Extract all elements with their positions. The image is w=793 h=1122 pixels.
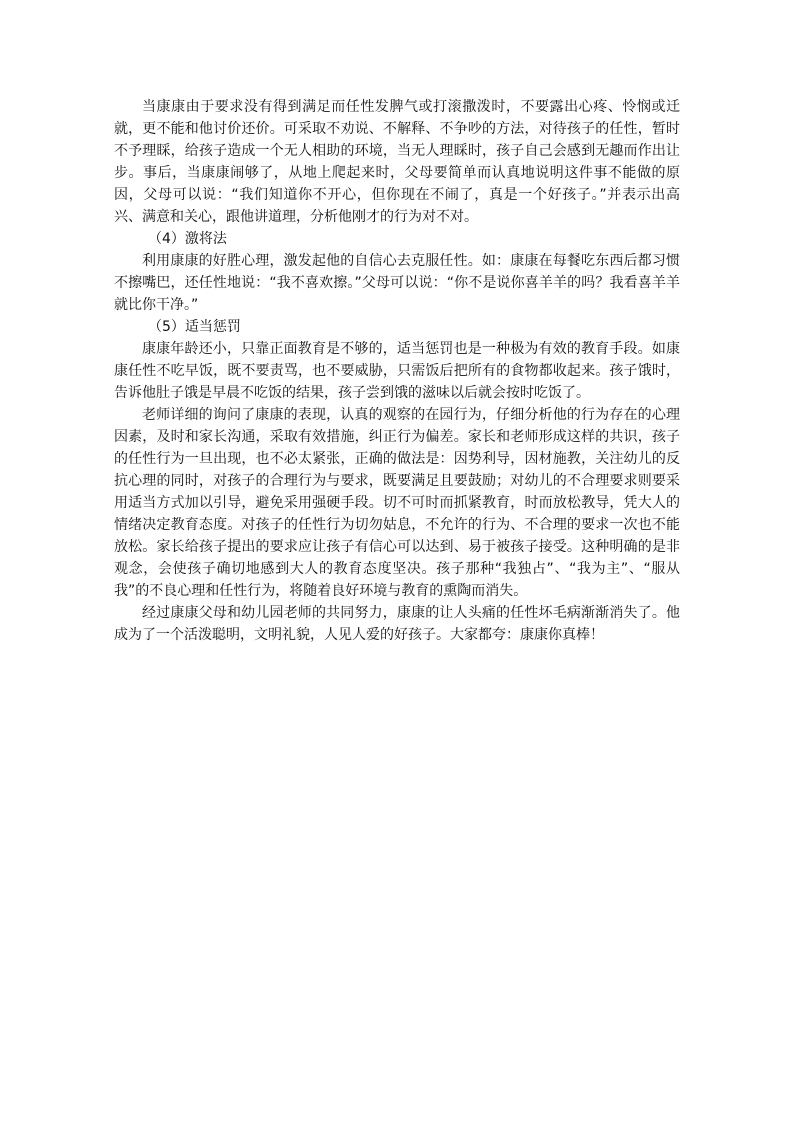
paragraph-tantrum-response: 当康康由于要求没有得到满足而任性发脾气或打滚撒泼时，不要露出心疼、怜悯或迁就，更不能和他讨价还价。可采取不劝说、不解释、不争吵的方法，对待孩子的任性，暂时不予理睬，给孩子造成一个无人相助的环境，当无人理睬时，孩子自己会感到无趣而作出让步。事后，当康康闹够了，从地上爬起来时，父母要简单而认真地说明这件事不能做的原因，父母可以说：“我们知道你不开心，但你现在不闹了，真是一个好孩子。”并表示出高兴、满意和关心，跟他讲道理，分析他刚才的行为对不对。 [114,99,680,225]
paragraph-appropriate-punishment: 康康年龄还小，只靠正面教育是不够的，适当惩罚也是一种极为有效的教育手段。如康康任性不吃早饭，既不要责骂，也不要威胁，只需饭后把所有的食物都收起来。孩子饿时，告诉他肚子饿是早晨不吃饭的结果，孩子尝到饿的滋味以后就会按时吃饭了。 [114,341,680,401]
paragraph-teacher-observation: 老师详细的询问了康康的表现，认真的观察的在园行为，仔细分析他的行为存在的心理因素，及时和家长沟通，采取有效措施，纠正行为偏差。家长和老师形成这样的共识，孩子的任性行为一旦出现，也不必太紧张，正确的做法是：因势利导，因材施教，关注幼儿的反抗心理的同时，对孩子的合理行为与要求，既要满足且要鼓励；对幼儿的不合理要求则要采用适当方式加以引导，避免采用强硬手段。切不可时而抓紧教育，时而放松教导，凭大人的情绪决定教育态度。对孩子的任性行为切勿姑息，不允许的行为、不合理的要求一次也不能放松。家长给孩子提出的要求应让孩子有信心可以达到、易于被孩子接受。这种明确的是非观念，会使孩子确切地感到大人的教育态度坚决。孩子那种“我独占”、“我为主”、“服从我”的不良心理和任性行为，将随着良好环境与教育的熏陶而消失。 [114,407,680,599]
heading-provocation-method: （4）激将法 [148,231,227,247]
paragraph-provocation-method: 利用康康的好胜心理，激发起他的自信心去克服任性。如：康康在每餐吃东西后都习惯不擦嘴巴，还任性地说：“我不喜欢擦。”父母可以说：“你不是说你喜羊羊的吗？我看喜羊羊就比你干净。” [114,253,680,313]
document-page [114,96,680,646]
heading-appropriate-punishment: （5）适当惩罚 [148,319,241,335]
paragraph-conclusion: 经过康康父母和幼儿园老师的共同努力，康康的让人头痛的任性坏毛病渐渐消失了。他成为了一个活泼聪明，文明礼貌，人见人爱的好孩子。大家都夸：康康你真棒！ [114,605,680,643]
